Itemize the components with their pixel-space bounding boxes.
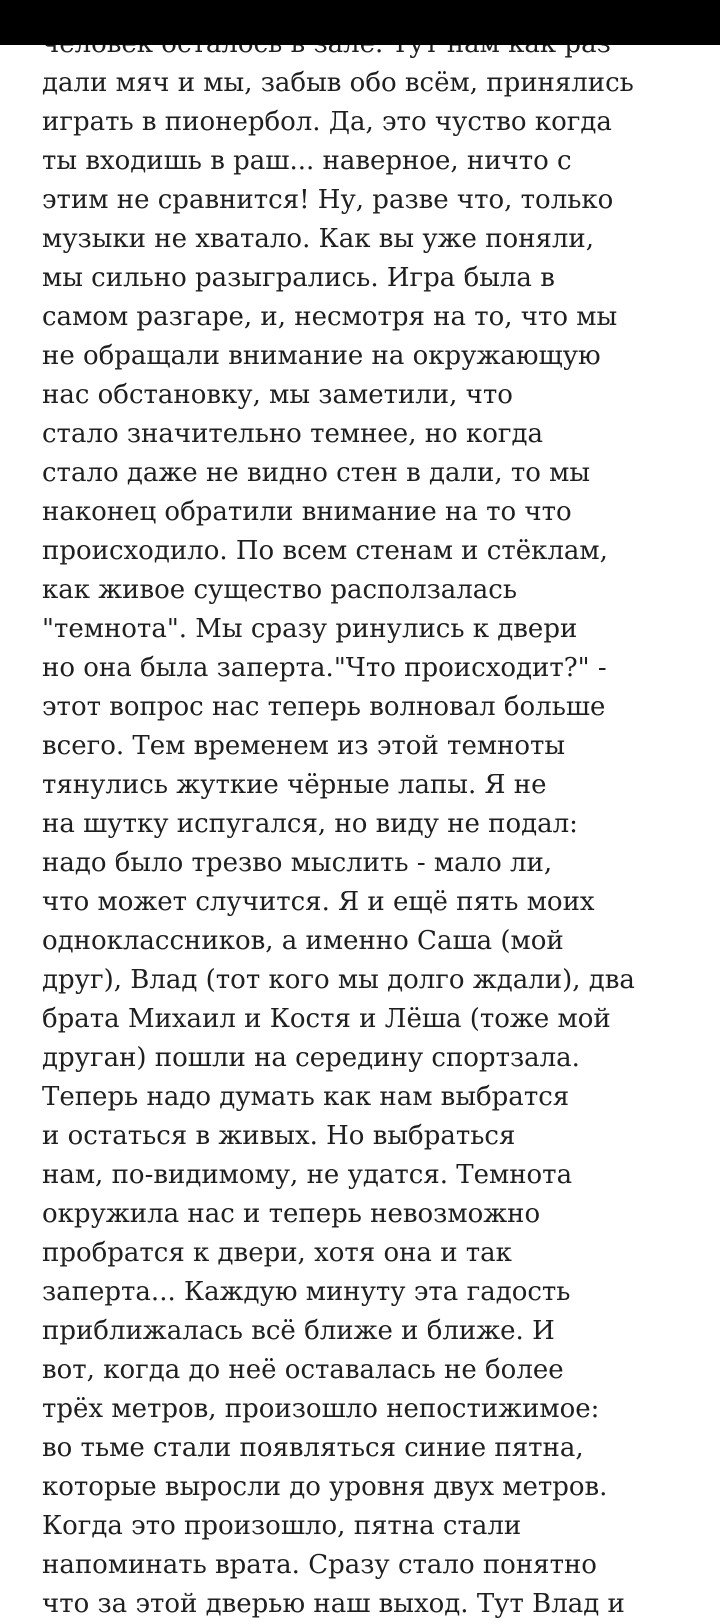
text-line: во тьме стали появляться синие пятна, (42, 1433, 584, 1463)
text-line: наконец обратили внимание на то что (42, 497, 572, 527)
text-line: тянулись жуткие чёрные лапы. Я не (42, 770, 547, 800)
text-line: Теперь надо думать как нам выбратся (42, 1082, 570, 1112)
text-line: на шутку испугался, но виду не подал: (42, 809, 578, 839)
text-line: что может случится. Я и ещё пять моих (42, 887, 595, 917)
text-line: всего. Тем временем из этой темноты (42, 731, 566, 761)
text-line: как живое существо расползалась (42, 575, 517, 605)
text-line: напоминать врата. Сразу стало понятно (42, 1550, 597, 1580)
text-line: одноклассников, а именно Саша (мой (42, 926, 564, 956)
text-line: и остаться в живых. Но выбраться (42, 1121, 516, 1151)
text-line: дали мяч и мы, забыв обо всём, принялись (42, 68, 634, 98)
text-line: нас обстановку, мы заметили, что (42, 380, 513, 410)
text-line: окружила нас и теперь невозможно (42, 1199, 541, 1229)
text-line: не обращали внимание на окружающую (42, 341, 601, 371)
text-line: музыки не хватало. Как вы уже поняли, (42, 224, 595, 254)
text-line: друг), Влад (тот кого мы долго ждали), два (42, 965, 635, 995)
text-line: заперта... Каждую минуту эта гадость (42, 1277, 571, 1307)
text-line: брата Михаил и Костя и Лёша (тоже мой (42, 1004, 611, 1034)
text-line: вот, когда до неё оставалась не более (42, 1355, 564, 1385)
text-line: происходило. По всем стенам и стёклам, (42, 536, 608, 566)
status-bar (0, 0, 720, 45)
text-line: трёх метров, произошло непостижимое: (42, 1394, 600, 1424)
text-line: которые выросли до уровня двух метров. (42, 1472, 608, 1502)
text-line: Когда это произошло, пятна стали (42, 1511, 522, 1541)
text-line: ты входишь в раш... наверное, ничто с (42, 146, 572, 176)
text-line: надо было трезво мыслить - мало ли, (42, 848, 553, 878)
text-line: самом разгаре, и, несмотря на то, что мы (42, 302, 618, 332)
text-line: что за этой дверью наш выход. Тут Влад и (42, 1589, 625, 1619)
text-line: но она была заперта."Что происходит?" - (42, 653, 607, 683)
text-line: этот вопрос нас теперь волновал больше (42, 692, 606, 722)
text-line: "темнота". Мы сразу ринулись к двери (42, 614, 578, 644)
text-line: мы сильно разыгрались. Игра была в (42, 263, 555, 293)
text-line: нам, по-видимому, не удатся. Темнота (42, 1160, 573, 1190)
text-line: приближалась всё ближе и ближе. И (42, 1316, 555, 1346)
text-line: стало значительно темнее, но когда (42, 419, 544, 449)
text-line: пробратся к двери, хотя она и так (42, 1238, 512, 1268)
text-line: играть в пионербол. Да, это чуство когда (42, 107, 612, 137)
text-line: друган) пошли на середину спортзала. (42, 1043, 580, 1073)
text-line: этим не сравнится! Ну, разве что, только (42, 185, 614, 215)
text-line: стало даже не видно стен в дали, то мы (42, 458, 591, 488)
